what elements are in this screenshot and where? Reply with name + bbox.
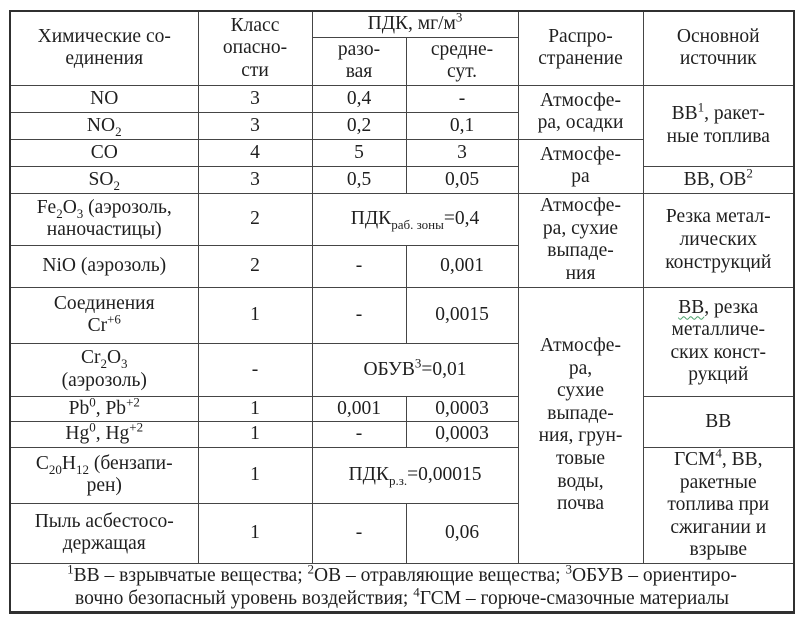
text-segment: =0,4	[443, 208, 480, 230]
text-segment: 3	[250, 87, 260, 109]
text-segment: NO	[90, 87, 119, 109]
subscript: 2	[115, 123, 122, 139]
subscript: 2	[100, 356, 107, 372]
superscript: 3	[565, 563, 572, 577]
source-explosives-toxic-agents	[643, 166, 794, 193]
text-segment: средне-	[430, 38, 494, 60]
text-segment: Атмосфе-	[540, 143, 621, 165]
text-segment: Основной	[676, 25, 760, 47]
text-segment: сухие	[557, 380, 604, 402]
text-segment: странение	[538, 48, 623, 70]
row-cr6-compounds	[10, 287, 794, 343]
hg-hazard-class	[198, 422, 312, 448]
text-segment: 1	[250, 463, 260, 485]
co-pdk-single	[312, 139, 406, 166]
no-pdk-daily	[406, 85, 518, 112]
text-segment: Атмосфе-	[540, 195, 621, 217]
row-no	[10, 85, 794, 112]
subscript: 3	[121, 356, 128, 372]
text-segment: выпаде-	[547, 240, 614, 262]
nio-pdk-single	[312, 245, 406, 287]
superscript: 2	[746, 166, 753, 181]
text-segment: H	[61, 452, 76, 474]
subscript: 3	[76, 205, 84, 221]
text-segment: NiO (аэрозоль)	[42, 255, 167, 277]
text-segment: сжигании и	[670, 516, 767, 538]
text-segment: O	[62, 196, 77, 218]
text-segment: C	[35, 452, 49, 474]
header-pdk-daily-avg	[406, 37, 518, 85]
superscript: 1	[67, 563, 74, 577]
text-segment: ВВ	[705, 410, 732, 432]
superscript: 3	[414, 355, 422, 371]
footnotes	[10, 564, 794, 613]
text-segment: -	[355, 255, 363, 277]
text-segment: рен)	[86, 475, 122, 497]
text-segment: Cr	[80, 347, 101, 369]
fe2o3-pdk-work-zone	[312, 193, 518, 245]
text-segment: ВВ	[678, 296, 705, 318]
text-segment: Соединения	[53, 292, 155, 314]
pollutants-table	[9, 10, 795, 614]
header-distribution	[518, 11, 643, 85]
text-segment: (аэрозоль,	[83, 196, 172, 218]
text-segment: Pb	[68, 397, 90, 419]
pb-pdk-daily	[406, 396, 518, 422]
so2-pdk-single	[312, 166, 406, 193]
text-segment: Cr	[87, 315, 108, 337]
row-fe2o3	[10, 193, 794, 245]
text-segment: ПДК	[350, 208, 392, 230]
text-segment: Пыль асбестосо-	[34, 510, 174, 532]
no2-pdk-single	[312, 112, 406, 139]
text-segment: ра	[571, 166, 590, 188]
text-segment: ВВ	[671, 103, 698, 125]
text-segment: 4	[250, 141, 260, 163]
text-segment: -	[355, 423, 363, 445]
text-segment: единения	[65, 48, 144, 70]
superscript: +6	[107, 311, 121, 327]
text-segment: ОБУВ	[363, 358, 415, 380]
text-segment: 0,06	[444, 522, 480, 544]
footnote-row	[10, 564, 794, 613]
header-chemical-compounds	[10, 11, 198, 85]
text-segment: , Pb	[95, 397, 127, 419]
text-segment: =0,01	[421, 358, 467, 380]
text-segment: ния	[565, 262, 596, 284]
text-segment: 0,05	[444, 168, 480, 190]
text-segment: ПДК, мг/м	[367, 13, 456, 34]
text-segment: сут.	[446, 61, 478, 83]
text-segment: разо-	[337, 38, 381, 60]
text-segment: сти	[241, 59, 269, 81]
pollutants-table-body	[10, 11, 794, 613]
text-segment: Fe	[36, 196, 57, 218]
text-segment: ния, грун-	[538, 425, 623, 447]
fe2o3-hazard-class	[198, 193, 312, 245]
text-segment: (аэрозоль)	[61, 369, 147, 391]
text-segment: товые	[556, 448, 605, 470]
page	[0, 10, 805, 628]
text-segment: вая	[345, 61, 373, 83]
text-segment: 1	[250, 304, 260, 326]
text-segment: 1	[250, 423, 260, 445]
header-pdk-mg-m3	[312, 11, 518, 37]
text-segment: Атмосфе-	[540, 335, 621, 357]
text-segment: взрыве	[689, 539, 747, 561]
no2-hazard-class	[198, 112, 312, 139]
text-segment: 3	[250, 168, 260, 190]
superscript: 0	[89, 421, 96, 435]
text-segment: рукций	[688, 364, 749, 386]
text-segment: Распро-	[548, 25, 613, 47]
co-hazard-class	[198, 139, 312, 166]
subscript: раб. зоны	[391, 216, 444, 232]
text-segment: 0,0003	[435, 397, 489, 419]
c20h12-hazard-class	[198, 448, 312, 504]
text-segment: источник	[679, 48, 757, 70]
text-segment: 5	[354, 141, 364, 163]
c20h12-pdk-rz	[312, 448, 518, 504]
text-segment: воды,	[557, 470, 604, 492]
text-segment: -	[251, 358, 259, 380]
text-segment: 1	[250, 397, 260, 419]
text-segment: , ракет-	[704, 103, 765, 125]
nio-hazard-class	[198, 245, 312, 287]
asbestos-hazard-class	[198, 503, 312, 564]
row-pb	[10, 396, 794, 422]
text-segment: ра,	[568, 357, 593, 379]
source-fuels-explosives-rocket-burning	[643, 448, 794, 564]
text-segment: Атмосфе-	[540, 89, 621, 111]
superscript: +2	[126, 396, 140, 410]
cr6-formula	[10, 287, 198, 343]
text-segment: ные топлива	[666, 125, 770, 147]
source-explosives-metal-cutting	[643, 287, 794, 396]
text-segment: ГСМ – горюче-смазочные материалы	[419, 587, 729, 609]
so2-hazard-class	[198, 166, 312, 193]
distribution-atmosphere-precipitation	[518, 85, 643, 139]
nio-formula	[10, 245, 198, 287]
text-segment: =0,00015	[407, 463, 482, 485]
hg-formula	[10, 422, 198, 448]
text-segment: ракетные	[679, 471, 757, 493]
superscript: +2	[129, 421, 144, 435]
header-main-source	[643, 11, 794, 85]
fe2o3-formula	[10, 193, 198, 245]
text-segment: 0,0003	[435, 423, 489, 445]
row-c20h12-benzapyrene	[10, 448, 794, 504]
text-segment: ПДК	[348, 463, 389, 485]
text-segment: 0,001	[440, 255, 484, 277]
co-formula	[10, 139, 198, 166]
text-segment: 2	[250, 255, 260, 277]
text-segment: ВВ – взрывчатые вещества;	[73, 565, 308, 587]
text-segment: O	[106, 347, 122, 369]
text-segment: 0,2	[346, 114, 372, 136]
text-segment: металличе-	[671, 319, 765, 341]
superscript: 3	[455, 11, 463, 25]
text-segment: топлива при	[667, 494, 770, 516]
text-segment: Класс	[230, 14, 280, 36]
superscript: 4	[413, 584, 420, 600]
text-segment: (бензапи-	[89, 452, 173, 474]
superscript: 1	[697, 99, 705, 115]
cr2o3-formula	[10, 343, 198, 396]
header-pdk-single	[312, 37, 406, 85]
text-segment: 0,5	[346, 168, 372, 190]
header-hazard-class	[198, 11, 312, 85]
text-segment: лических	[679, 229, 757, 251]
pb-hazard-class	[198, 396, 312, 422]
text-segment: -	[355, 304, 363, 326]
text-segment: NO	[86, 114, 116, 136]
so2-formula	[10, 166, 198, 193]
text-segment: ра, осадки	[537, 112, 624, 134]
text-segment: ГСМ	[673, 449, 716, 471]
text-segment: 0,4	[346, 87, 372, 109]
cr6-hazard-class	[198, 287, 312, 343]
text-segment: конструкций	[665, 251, 772, 273]
cr6-pdk-single	[312, 287, 406, 343]
text-segment: вочно безопасный уровень воздействия;	[75, 587, 414, 609]
text-segment: 2	[250, 208, 260, 230]
distribution-atmosphere-dry-deposition	[518, 193, 643, 287]
text-segment: 0,0015	[435, 304, 489, 326]
text-segment: Химические со-	[37, 25, 171, 47]
row-so2	[10, 166, 794, 193]
cr2o3-hazard-class	[198, 343, 312, 396]
subscript: 2	[113, 177, 120, 193]
text-segment: , резка	[704, 296, 759, 318]
text-segment: ВВ, ОВ	[683, 168, 747, 190]
text-segment: CO	[90, 141, 118, 163]
c20h12-formula	[10, 448, 198, 504]
subscript: 2	[56, 205, 63, 221]
source-metal-structure-cutting	[643, 193, 794, 287]
pb-pdk-single	[312, 396, 406, 422]
text-segment: SO	[88, 168, 114, 190]
text-segment: , ВВ,	[721, 449, 763, 471]
text-segment: опасно-	[222, 37, 288, 59]
hg-pdk-single	[312, 422, 406, 448]
no-formula	[10, 85, 198, 112]
cr6-pdk-daily	[406, 287, 518, 343]
text-segment: наночастицы)	[46, 219, 162, 241]
pb-formula	[10, 396, 198, 422]
text-segment: ских конст-	[670, 341, 767, 363]
subscript: р.з.	[388, 472, 408, 488]
no-pdk-single	[312, 85, 406, 112]
superscript: 4	[715, 447, 722, 461]
asbestos-pdk-daily	[406, 503, 518, 564]
text-segment: ОВ – отравляющие вещества;	[314, 565, 566, 587]
cr2o3-obuv	[312, 343, 518, 396]
text-segment: ра, сухие	[542, 217, 619, 239]
subscript: 20	[48, 461, 62, 477]
no2-pdk-daily	[406, 112, 518, 139]
text-segment: -	[355, 522, 363, 544]
text-segment: выпаде-	[547, 402, 614, 424]
text-segment: 0,1	[449, 114, 475, 136]
source-explosives-rocket-fuels	[643, 85, 794, 166]
text-segment: , Hg	[95, 423, 130, 445]
text-segment: почва	[556, 493, 605, 515]
text-segment: 1	[250, 522, 260, 544]
asbestos-dust-name	[10, 503, 198, 564]
text-segment: Резка метал-	[665, 206, 771, 228]
superscript: 0	[89, 396, 96, 410]
so2-pdk-daily	[406, 166, 518, 193]
superscript: 2	[307, 563, 314, 577]
no2-formula	[10, 112, 198, 139]
distribution-atmosphere	[518, 139, 643, 193]
text-segment: 3	[457, 141, 467, 163]
co-pdk-daily	[406, 139, 518, 166]
source-explosives	[643, 396, 794, 447]
hg-pdk-daily	[406, 422, 518, 448]
subscript: 12	[76, 461, 89, 477]
no-hazard-class	[198, 85, 312, 112]
text-segment: держащая	[62, 533, 146, 555]
text-segment: 0,001	[337, 397, 381, 419]
text-segment: Hg	[65, 423, 90, 445]
nio-pdk-daily	[406, 245, 518, 287]
distribution-atmosphere-deposition-groundwater-soil	[518, 287, 643, 563]
asbestos-pdk-single	[312, 503, 406, 564]
text-segment: -	[458, 87, 466, 109]
header-row-1	[10, 11, 794, 37]
text-segment: 3	[250, 114, 260, 136]
text-segment: ОБУВ – ориентиро-	[571, 565, 737, 587]
